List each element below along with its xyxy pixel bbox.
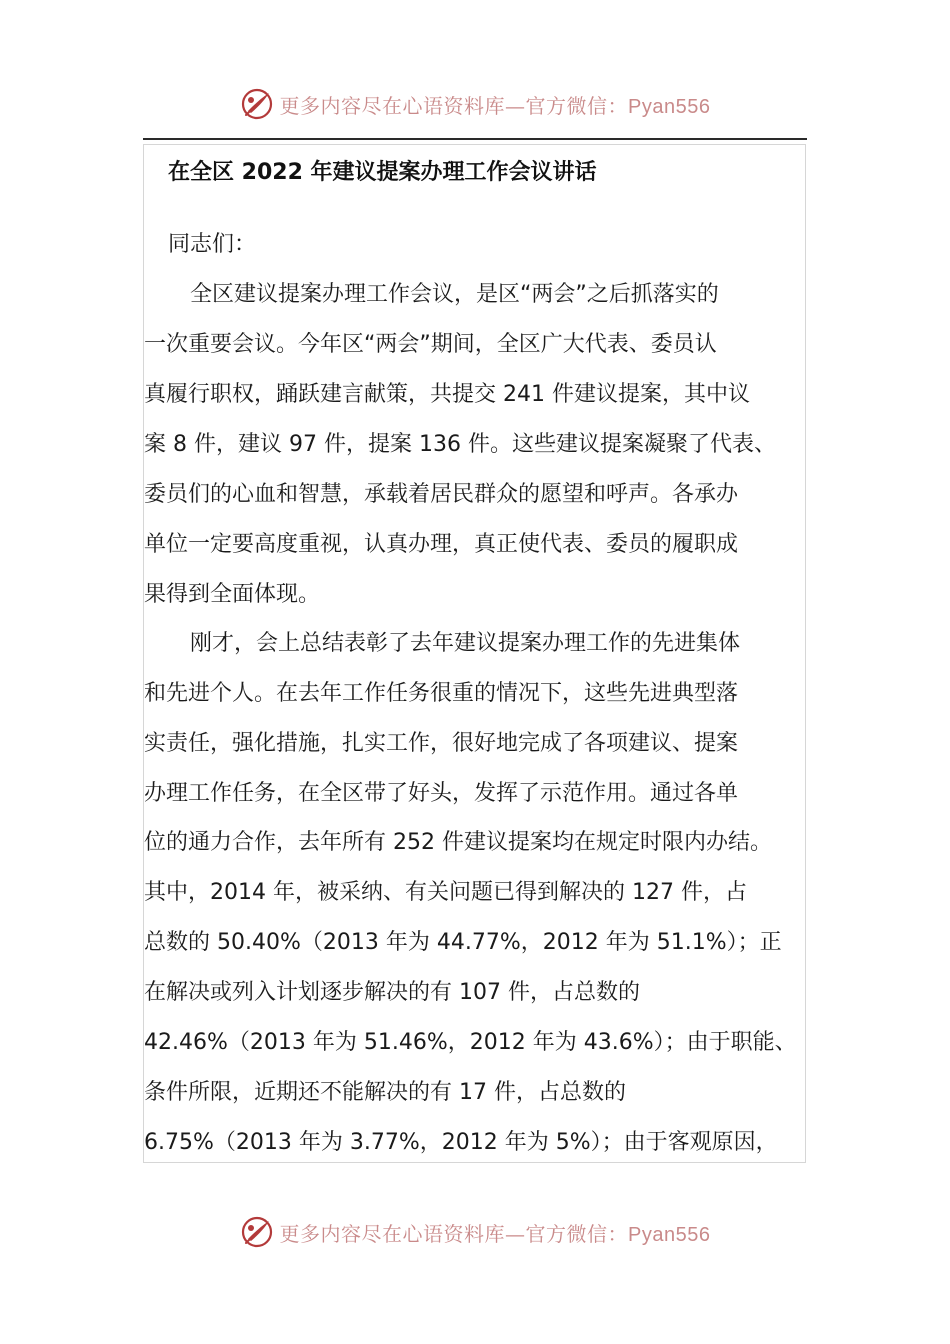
quill-logo-icon xyxy=(240,87,274,121)
greeting: 同志们： xyxy=(168,232,257,257)
header-divider xyxy=(143,138,807,140)
paragraph-line: 委员们的心血和智慧，承载着居民群众的愿望和呼声。各承办 xyxy=(144,482,739,507)
paragraph-line: 在解决或列入计划逐步解决的有 107 件，占总数的 xyxy=(144,980,640,1005)
paragraph-line: 6.75%（2013 年为 3.77%，2012 年为 5%）；由于客观原因， xyxy=(144,1130,778,1155)
paragraph-line: 和先进个人。在去年工作任务很重的情况下，这些先进典型落 xyxy=(144,681,739,706)
paragraph-line: 刚才，会上总结表彰了去年建议提案办理工作的先进集体 xyxy=(190,631,741,656)
quill-logo-icon xyxy=(240,1215,274,1249)
paragraph-line: 位的通力合作，去年所有 252 件建议提案均在规定时限内办结。 xyxy=(144,830,772,855)
paragraph-line: 总数的 50.40%（2013 年为 44.77%，2012 年为 51.1%）；正 xyxy=(144,930,782,955)
banner-text xyxy=(280,1218,711,1247)
document-title: 在全区 2022 年建议提案办理工作会议讲话 xyxy=(168,160,597,185)
header-banner xyxy=(0,84,950,124)
paragraph-line: 条件所限，近期还不能解决的有 17 件，占总数的 xyxy=(144,1080,626,1105)
paragraph-line: 42.46%（2013 年为 51.46%，2012 年为 43.6%）；由于职能、 xyxy=(144,1030,797,1055)
footer-banner xyxy=(0,1212,950,1252)
banner-label: 更多内容尽在心语资料库—官方微信： xyxy=(279,93,629,118)
paragraph-line: 实责任，强化措施，扎实工作，很好地完成了各项建议、提案 xyxy=(144,731,739,756)
banner-handle: Pyan556 xyxy=(628,1223,711,1246)
paragraph-line: 一次重要会议。今年区“两会”期间，全区广大代表、委员认 xyxy=(144,332,717,357)
paragraph-line: 全区建议提案办理工作会议，是区“两会”之后抓落实的 xyxy=(190,282,719,307)
paragraph-line: 单位一定要高度重视，认真办理，真正使代表、委员的履职成 xyxy=(144,532,739,557)
paragraph-line: 果得到全面体现。 xyxy=(144,582,321,607)
paragraph-line: 办理工作任务，在全区带了好头，发挥了示范作用。通过各单 xyxy=(144,781,739,806)
paragraph-line: 真履行职权，踊跃建言献策，共提交 241 件建议提案，其中议 xyxy=(144,382,750,407)
banner-label: 更多内容尽在心语资料库—官方微信： xyxy=(279,1221,629,1246)
banner-text xyxy=(280,90,711,119)
paragraph-line: 其中，2014 年，被采纳、有关问题已得到解决的 127 件，占 xyxy=(144,880,747,905)
banner-handle: Pyan556 xyxy=(628,95,711,118)
paragraph-line: 案 8 件，建议 97 件，提案 136 件。这些建议提案凝聚了代表、 xyxy=(144,432,776,457)
